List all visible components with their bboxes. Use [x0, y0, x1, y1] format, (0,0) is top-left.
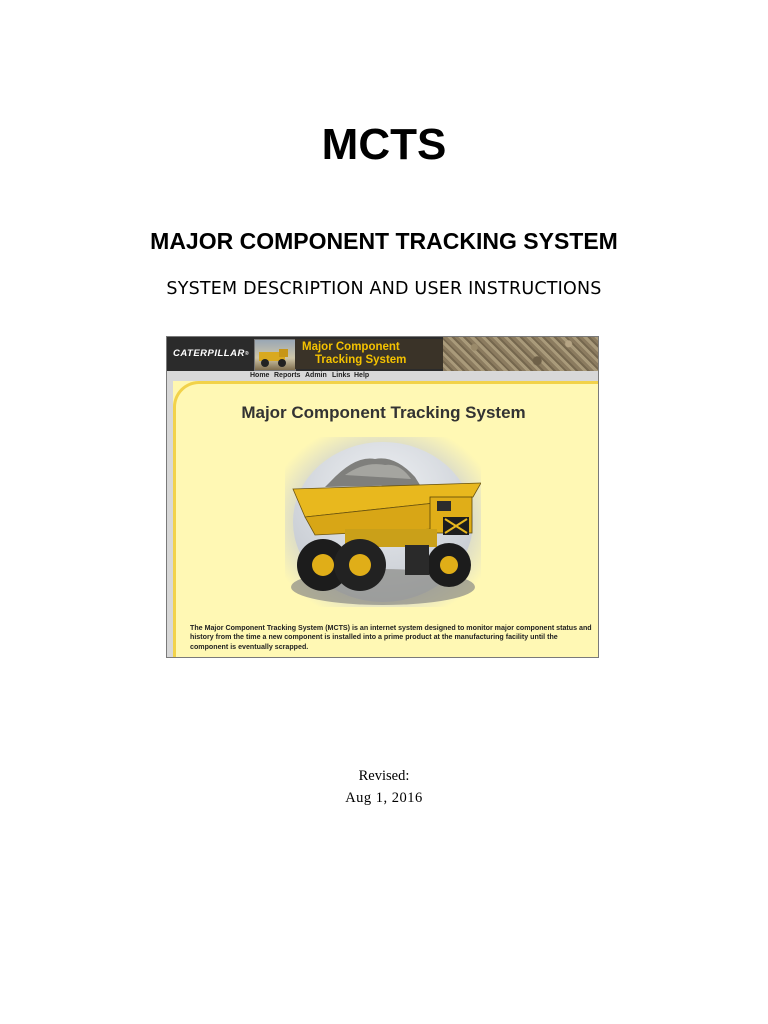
- gravel-banner-image: [443, 337, 599, 371]
- app-header: [167, 337, 599, 371]
- system-description: The Major Component Tracking System (MCTS) is an internet system designed to monitor major component status and history from the time a new component is installed into a prime product at the manufacturing facility until the component is eventually scrapped.: [190, 624, 592, 651]
- app-nav-bar: [167, 371, 599, 381]
- app-screenshot: [166, 336, 599, 658]
- revised-label: Revised:: [358, 768, 410, 784]
- nav-home[interactable]: Home: [250, 372, 270, 379]
- document-subtitle: MAJOR COMPONENT TRACKING SYSTEM: [150, 228, 618, 254]
- document-title: MCTS: [321, 120, 447, 169]
- panel-title: Major Component Tracking System: [241, 403, 526, 422]
- nav-links[interactable]: Links: [332, 372, 351, 379]
- nav-admin[interactable]: Admin: [305, 372, 327, 379]
- app-header-title: Major Component Tracking System: [295, 339, 443, 369]
- header-truck-thumbnail: [254, 339, 296, 371]
- mining-truck-photo: [285, 437, 481, 607]
- revised-date: Aug 1, 2016: [345, 790, 423, 806]
- nav-reports[interactable]: Reports: [274, 372, 301, 379]
- document-subsubtitle: SYSTEM DESCRIPTION AND USER INSTRUCTIONS: [166, 279, 602, 299]
- nav-help[interactable]: Help: [354, 372, 370, 379]
- caterpillar-logo: CATERPILLAR®: [173, 348, 250, 359]
